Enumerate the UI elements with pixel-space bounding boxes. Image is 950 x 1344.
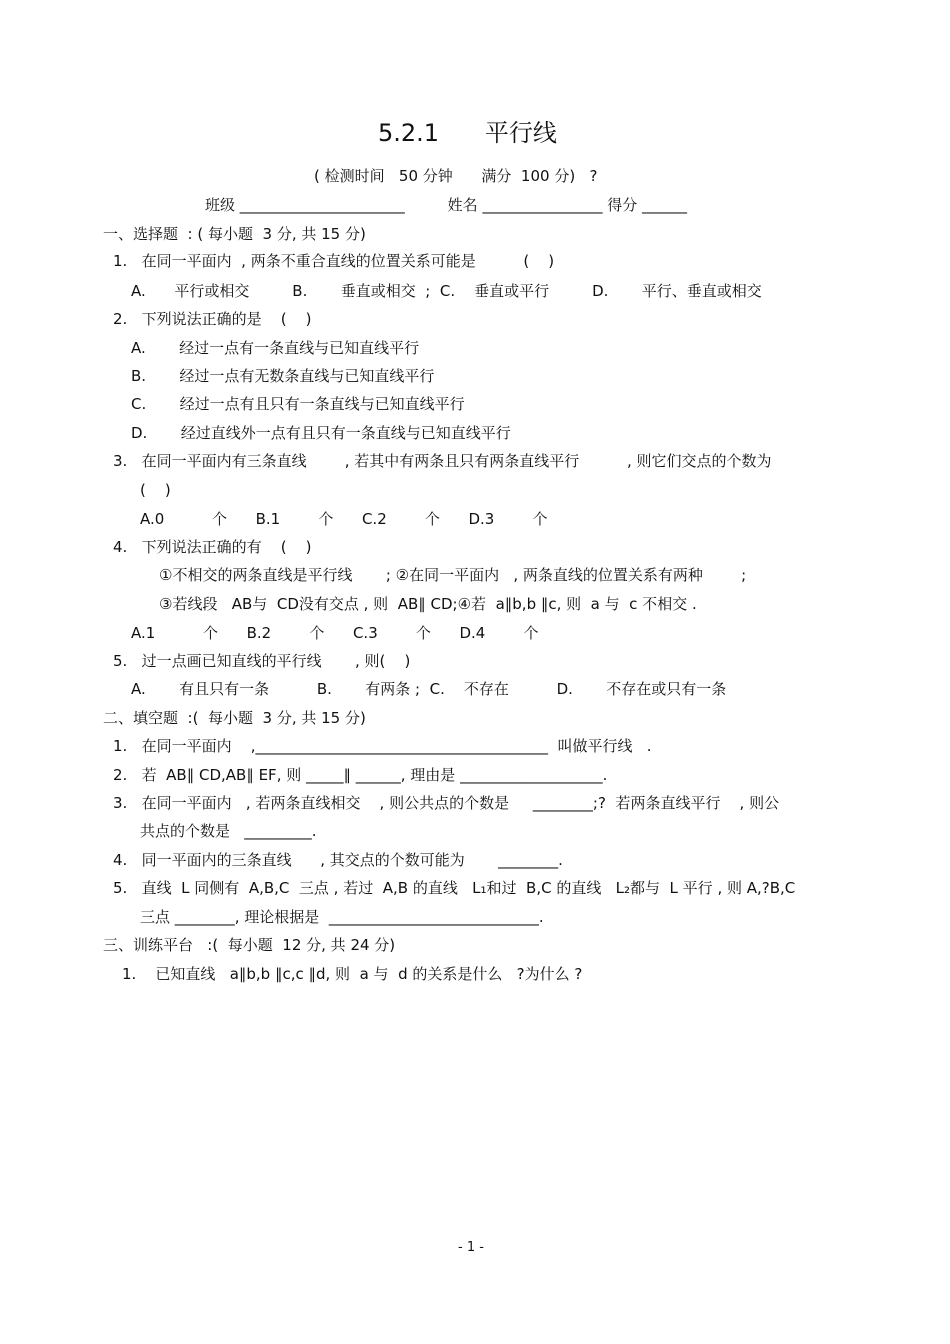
question-1-3: 3. 在同一平面内有三条直线 , 若其中有两条且只有两条直线平行 , 则它们交点的个数为 bbox=[113, 452, 772, 470]
question-1-4: 4. 下列说法正确的有 ( ) bbox=[113, 538, 312, 556]
question-1-4-statement-2: ③若线段 AB与 CD没有交点 , 则 AB∥ CD;④若 a∥b,b ∥c, 则 a 与 c 不相交 . bbox=[159, 595, 697, 613]
question-1-2-option-c: C. 经过一点有且只有一条直线与已知直线平行 bbox=[131, 395, 465, 413]
question-1-2: 2. 下列说法正确的是 ( ) bbox=[113, 310, 312, 328]
question-1-3-bracket: ( ) bbox=[140, 481, 171, 499]
question-2-4: 4. 同一平面内的三条直线 , 其交点的个数可能为 ________. bbox=[113, 851, 563, 869]
page-title: 5.2.1 平行线 bbox=[378, 119, 557, 147]
question-2-1: 1. 在同一平面内 ,_______________________________________ 叫做平行线 . bbox=[113, 737, 652, 755]
question-2-2: 2. 若 AB∥ CD,AB∥ EF, 则 _____∥ ______, 理由是 ___________________. bbox=[113, 766, 608, 784]
question-2-5: 5. 直线 L 同侧有 A,B,C 三点 , 若过 A,B 的直线 L₁和过 B,C 的直线 L₂都与 L 平行 , 则 A,?B,C bbox=[113, 879, 796, 897]
question-1-1: 1. 在同一平面内 , 两条不重合直线的位置关系可能是 ( ) bbox=[113, 252, 555, 270]
question-1-1-options: A. 平行或相交 B. 垂直或相交 ; C. 垂直或平行 D. 平行、垂直或相交 bbox=[131, 282, 762, 300]
question-1-2-option-a: A. 经过一点有一条直线与已知直线平行 bbox=[131, 339, 420, 357]
page-number: - 1 - bbox=[458, 1240, 484, 1255]
question-1-2-option-b: B. 经过一点有无数条直线与已知直线平行 bbox=[131, 367, 435, 385]
subtitle: ( 检测时间 50 分钟 满分 100 分) ? bbox=[314, 167, 598, 185]
question-1-4-statement-1: ①不相交的两条直线是平行线 ; ②在同一平面内 , 两条直线的位置关系有两种 ; bbox=[159, 566, 747, 584]
section-2-heading: 二、填空题 :( 每小题 3 分, 共 15 分) bbox=[103, 709, 366, 727]
question-2-3: 3. 在同一平面内 , 若两条直线相交 , 则公共点的个数是 ________;? 若两条直线平行 , 则公 bbox=[113, 794, 780, 812]
section-3-heading: 三、训练平台 :( 每小题 12 分, 共 24 分) bbox=[103, 936, 396, 954]
question-1-2-option-d: D. 经过直线外一点有且只有一条直线与已知直线平行 bbox=[131, 424, 511, 442]
student-info-line: 班级 ______________________ 姓名 ________________ 得分 ______ bbox=[205, 196, 687, 214]
question-2-5-continued: 三点 ________, 理论根据是 ____________________________. bbox=[140, 908, 544, 926]
question-1-5: 5. 过一点画已知直线的平行线 , 则( ) bbox=[113, 652, 411, 670]
question-1-4-options: A.1 个 B.2 个 C.3 个 D.4 个 bbox=[131, 624, 539, 642]
question-1-5-options: A. 有且只有一条 B. 有两条 ; C. 不存在 D. 不存在或只有一条 bbox=[131, 680, 727, 698]
section-1-heading: 一、选择题 : ( 每小题 3 分, 共 15 分) bbox=[103, 225, 366, 243]
question-3-1: 1. 已知直线 a∥b,b ∥c,c ∥d, 则 a 与 d 的关系是什么 ?为什么 ? bbox=[122, 965, 583, 983]
question-2-3-continued: 共点的个数是 _________. bbox=[140, 822, 317, 840]
question-1-3-options: A.0 个 B.1 个 C.2 个 D.3 个 bbox=[140, 510, 548, 528]
